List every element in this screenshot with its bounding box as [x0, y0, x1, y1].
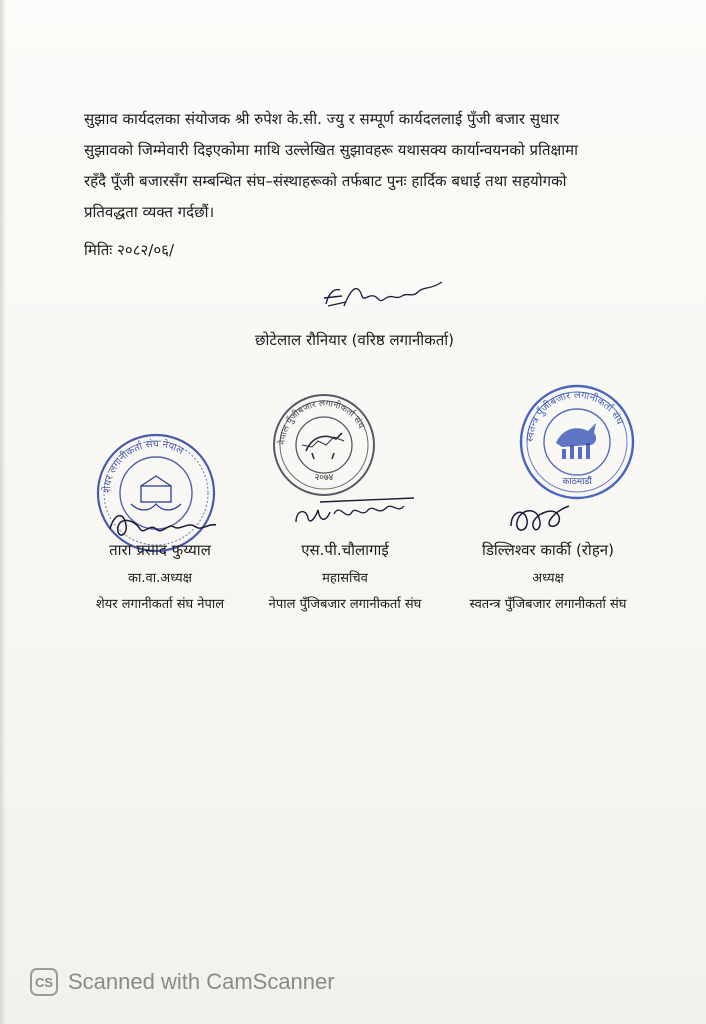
letter-line: प्रतिवद्धता व्यक्त गर्दछौं। [84, 203, 215, 221]
seal-text: शेयर लगानीकर्ता संघ नेपाल [101, 438, 186, 494]
scanner-watermark-text: Scanned with CamScanner [68, 969, 335, 994]
scanner-watermark [30, 968, 335, 996]
scan-edge-shadow [0, 0, 6, 1024]
signer-block-2 [250, 540, 440, 612]
signer-name: तारा प्रसाद फुय्याल [109, 541, 211, 559]
signature-1 [104, 505, 219, 545]
letter-date: मितिः २०८२/०६/ [84, 241, 174, 259]
seal-text: स्वतन्त्र पुँजीबजार लगानीकर्ता संघ [524, 389, 625, 443]
signer-block-3 [448, 540, 648, 612]
letter-body [84, 104, 664, 228]
chief-signature [318, 276, 448, 316]
seal-place: काठमाडौं [562, 477, 592, 487]
seal-nepal-capital-market-investors [272, 393, 376, 497]
seal-independent-capital-market-investors [518, 383, 636, 501]
seal-text: नेपाल पुँजीबजार लगानीकर्ता संघ [277, 398, 366, 446]
signer-organization: नेपाल पुँजिबजार लगानीकर्ता संघ [268, 597, 422, 612]
signer-organization: शेयर लगानीकर्ता संघ नेपाल [95, 597, 225, 612]
signer-name: डिल्लिश्वर कार्की (रोहन) [482, 541, 614, 559]
signature-3 [505, 500, 577, 540]
signer-title: अध्यक्ष [532, 571, 564, 586]
letter-line: सुझाव कार्यदलका संयोजक श्री रुपेश के.सी. ज्यु र सम्पूर्ण कार्यदललाई पुँजी बजार सुधार [84, 110, 560, 128]
signer-title: महासचिव [322, 571, 368, 586]
letter-line: रहँदै पूँजी बजारसँग सम्बन्धित संघ–संस्थाहरूको तर्फबाट पुनः हार्दिक बधाई तथा सहयोगको [84, 172, 567, 190]
chief-name: छोटेलाल रौनियार (वरिष्ठ लगानीकर्ता) [255, 331, 455, 349]
signer-title: का.वा.अध्यक्ष [128, 571, 192, 586]
signature-2 [290, 492, 420, 534]
signer-block-1 [80, 540, 240, 612]
signer-name: एस.पी.चौलागाई [301, 541, 389, 559]
seal-year: २०७४ [314, 473, 334, 483]
signer-organization: स्वतन्त्र पुँजिबजार लगानीकर्ता संघ [469, 597, 627, 612]
letter-line: सुझावको जिम्मेवारी दिइएकोमा माथि उल्लेखित सुझावहरू यथासक्य कार्यान्वयनको प्रतिक्षामा [84, 141, 578, 159]
camscanner-logo-icon: CS [30, 968, 58, 996]
